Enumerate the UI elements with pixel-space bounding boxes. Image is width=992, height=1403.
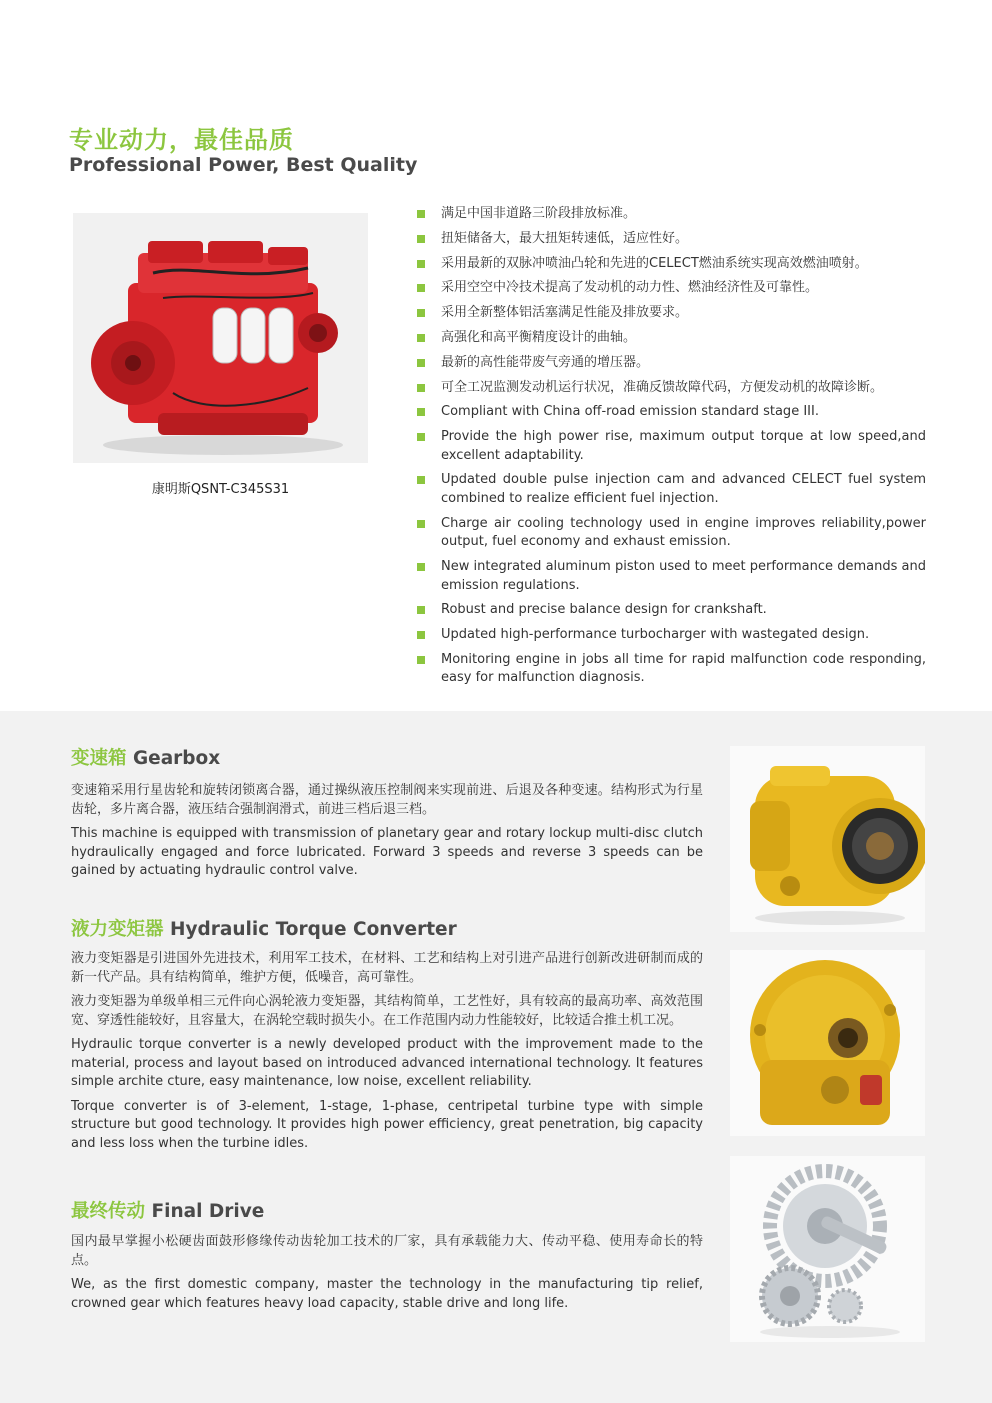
final-drive-illustration: [730, 1156, 925, 1342]
final-drive-desc-cn: 国内最早掌握小松硬齿面鼓形修缘传动齿轮加工技术的厂家，具有承载能力大、传动平稳、使用寿命长的特点。: [71, 1234, 703, 1268]
square-bullet-icon: [417, 284, 425, 292]
list-item: 满足中国非道路三阶段排放标准。: [415, 205, 926, 224]
list-item: 采用全新整体铝活塞满足性能及排放要求。: [415, 304, 926, 323]
list-item: Compliant with China off-road emission standard stage III.: [415, 403, 926, 422]
gearbox-illustration: [730, 746, 925, 932]
page-title-cn: 专业动力，最佳品质: [69, 126, 294, 154]
square-bullet-icon: [417, 563, 425, 571]
square-bullet-icon: [417, 359, 425, 367]
converter-desc-en-2: Torque converter is of 3-element, 1-stage, 1-phase, centripetal turbine type with simple structure but good technology. It provides high power efficiency, great penetration, big capacity and less loss when the turbine idles.: [71, 1098, 703, 1151]
list-item: New integrated aluminum piston used to meet performance demands and emission regulations.: [415, 558, 926, 595]
final-drive-heading: 最终传动 Final Drive: [71, 1201, 265, 1222]
final-drive-desc-en: We, as the first domestic company, master the technology in the manufacturing tip relief, crowned gear which features heavy load capacity, stable drive and long life.: [71, 1277, 703, 1311]
list-item: Monitoring engine in jobs all time for rapid malfunction code responding, easy for malfunction diagnosis.: [415, 651, 926, 688]
converter-desc-cn-2: 液力变矩器为单级单相三元件向心涡轮液力变矩器，其结构简单，工艺性好，具有较高的最高功率、高效范围宽、穿透性能较好，且容量大，在涡轮空载时损失小。在工作范围内动力性能较好，比较适合推土机工况。: [71, 994, 703, 1028]
square-bullet-icon: [417, 408, 425, 416]
gearbox-image: [730, 746, 925, 932]
square-bullet-icon: [417, 656, 425, 664]
converter-section: [71, 915, 703, 1159]
list-item: Updated double pulse injection cam and advanced CELECT fuel system combined to realize efficient fuel injection.: [415, 471, 926, 508]
square-bullet-icon: [417, 260, 425, 268]
gearbox-desc-en: This machine is equipped with transmission of planetary gear and rotary lockup multi-disc clutch hydraulically engaged and force lubricated. Forward 3 speeds and reverse 3 speeds can be gained by actuating hydraulic control valve.: [71, 826, 703, 878]
page-title-en: Professional Power, Best Quality: [69, 154, 418, 176]
list-item: 扭矩储备大，最大扭矩转速低，适应性好。: [415, 230, 926, 249]
torque-converter-illustration: [730, 950, 925, 1136]
square-bullet-icon: [417, 235, 425, 243]
engine-illustration: [73, 213, 368, 463]
square-bullet-icon: [417, 520, 425, 528]
converter-heading: 液力变矩器 Hydraulic Torque Converter: [71, 919, 457, 940]
final-drive-section: [71, 1197, 703, 1319]
list-item: 最新的高性能带废气旁通的增压器。: [415, 354, 926, 373]
converter-desc-cn-1: 液力变矩器是引进国外先进技术，利用军工技术，在材料、工艺和结构上对引进产品进行创新改进研制而成的新一代产品。具有结构简单，维护方便，低噪音，高可靠性。: [71, 951, 703, 985]
engine-caption: 康明斯QSNT-C345S31: [151, 482, 290, 497]
list-item: 可全工况监测发动机运行状况，准确反馈故障代码，方便发动机的故障诊断。: [415, 379, 926, 398]
torque-converter-image: [730, 950, 925, 1136]
square-bullet-icon: [417, 433, 425, 441]
square-bullet-icon: [417, 606, 425, 614]
feature-list: [415, 205, 926, 694]
final-drive-image: [730, 1156, 925, 1342]
converter-desc-en-1: Hydraulic torque converter is a newly developed product with the improvement made to the material, process and layout based on introduced advanced international technology. It features simple archite cture, easy maintenance, low noise, excellent reliability.: [71, 1037, 703, 1089]
square-bullet-icon: [417, 631, 425, 639]
list-item: Provide the high power rise, maximum output torque at low speed,and excellent adaptability.: [415, 428, 926, 465]
list-item: Charge air cooling technology used in engine improves reliability,power output, fuel economy and exhaust emission.: [415, 515, 926, 552]
square-bullet-icon: [417, 210, 425, 218]
square-bullet-icon: [417, 384, 425, 392]
gearbox-desc-cn: 变速箱采用行星齿轮和旋转闭锁离合器，通过操纵液压控制阀来实现前进、后退及各种变速。结构形式为行星齿轮，多片离合器，液压结合强制润滑式，前进三档后退三档。: [71, 783, 703, 817]
engine-image: [73, 213, 368, 463]
list-item: Updated high-performance turbocharger with wastegated design.: [415, 626, 926, 645]
square-bullet-icon: [417, 476, 425, 484]
gearbox-heading: 变速箱 Gearbox: [71, 748, 221, 769]
list-item: 采用最新的双脉冲喷油凸轮和先进的CELECT燃油系统实现高效燃油喷射。: [415, 255, 926, 274]
gearbox-section: [71, 744, 703, 887]
list-item: 高强化和高平衡精度设计的曲轴。: [415, 329, 926, 348]
square-bullet-icon: [417, 309, 425, 317]
list-item: 采用空空中冷技术提高了发动机的动力性、燃油经济性及可靠性。: [415, 279, 926, 298]
square-bullet-icon: [417, 334, 425, 342]
list-item: Robust and precise balance design for crankshaft.: [415, 601, 926, 620]
